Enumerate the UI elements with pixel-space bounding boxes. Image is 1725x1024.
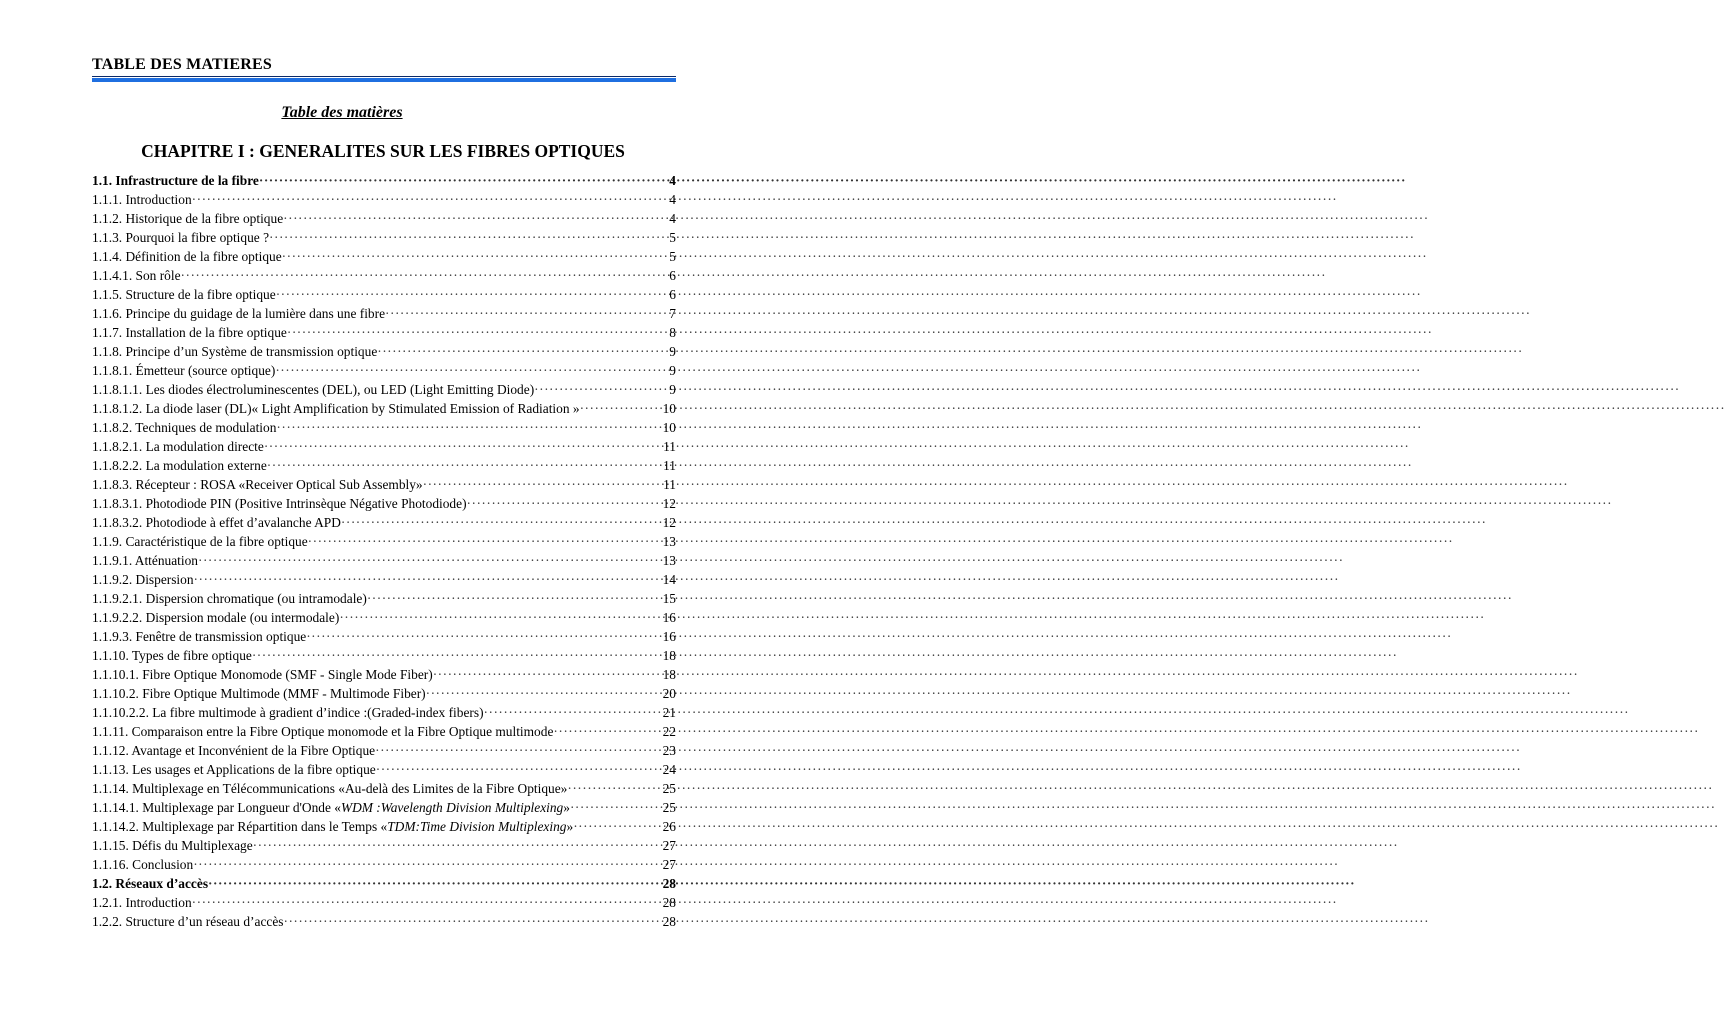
- toc-entry-label: [92, 627, 306, 646]
- toc-entry-label-text: 1.1.10.1. Fibre Optique Monomode (SMF - Single Mode Fiber): [92, 667, 433, 682]
- toc-entry-page-number: 27: [662, 838, 676, 853]
- toc-entry[interactable]: [92, 399, 676, 418]
- toc-entry-label: [92, 779, 567, 798]
- header-accent-bar: [92, 78, 676, 82]
- toc-entry[interactable]: [92, 855, 676, 874]
- toc-entry-label-text: 1.1.9.2.1. Dispersion chromatique (ou intramodale): [92, 591, 367, 606]
- toc-entry-page-number: 11: [663, 477, 676, 492]
- toc-entry-label-text: 1.1.14.2. Multiplexage par Répartition dans le Temps «: [92, 819, 388, 834]
- toc-entry-page-number: 28: [662, 914, 676, 929]
- toc-entry[interactable]: [92, 722, 676, 741]
- toc-entry[interactable]: [92, 437, 676, 456]
- toc-entry[interactable]: [92, 323, 676, 342]
- toc-dot-leader: [426, 684, 662, 703]
- toc-entry-page-number: 5: [669, 249, 676, 264]
- toc-entry-label: [92, 418, 276, 437]
- toc-dot-leader: [376, 760, 662, 779]
- toc-entry-label: [92, 171, 259, 190]
- toc-entry-label-text: 1.1.10.2.2. La fibre multimode à gradient d’indice :(Graded-index fibers): [92, 705, 484, 720]
- toc-entry-label: [92, 475, 423, 494]
- toc-entry-label: [92, 247, 282, 266]
- toc-entry-label-text: 1.1.8.2.1. La modulation directe: [92, 439, 264, 454]
- toc-entry-page-number: 5: [669, 230, 676, 245]
- toc-entry-page-number: 13: [662, 553, 676, 568]
- toc-entry-label-text: 1.1.8.3.1. Photodiode PIN (Positive Intrinsèque Négative Photodiode): [92, 496, 467, 511]
- toc-dot-leader: [283, 912, 661, 931]
- toc-entry-label: [92, 893, 192, 912]
- toc-entry-label-text: 1.1.4. Définition de la fibre optique: [92, 249, 282, 264]
- toc-entry-label: [92, 722, 553, 741]
- toc-entry-label: [92, 703, 484, 722]
- toc-entry-label: [92, 399, 580, 418]
- toc-entry-label: [92, 817, 573, 836]
- toc-entry-label: [92, 646, 252, 665]
- toc-entry-label-text: 1.1.3. Pourquoi la fibre optique ?: [92, 230, 270, 245]
- toc-entry-label: [92, 912, 283, 931]
- toc-entry-label-text: 1.1.10.2. Fibre Optique Multimode (MMF - Multimode Fiber): [92, 686, 426, 701]
- toc-dot-leader: [375, 741, 662, 760]
- toc-entry-page-number: 7: [669, 306, 676, 321]
- toc-entry-label-text: 1.1.11. Comparaison entre la Fibre Optique monomode et la Fibre Optique multimode: [92, 724, 554, 739]
- toc-dot-leader: [253, 836, 662, 855]
- toc-entry-label-text: 1.1.1. Introduction: [92, 192, 192, 207]
- toc-entry[interactable]: [92, 589, 676, 608]
- toc-entry[interactable]: [92, 760, 676, 779]
- toc-dot-leader: [269, 228, 668, 247]
- toc-dot-leader: [276, 418, 661, 437]
- toc-entry[interactable]: [92, 703, 676, 722]
- toc-entry-label-text: 1.2. Réseaux d’accès: [92, 876, 209, 891]
- toc-entry-page-number: 28: [662, 895, 676, 910]
- toc-heading-wrapper: [0, 104, 768, 122]
- toc-entry-label-text: 1.1.4.1. Son rôle: [92, 268, 181, 283]
- toc-dot-leader: [580, 399, 662, 418]
- toc-dot-leader: [534, 380, 668, 399]
- toc-entry-label: [92, 532, 308, 551]
- toc-entry[interactable]: [92, 209, 676, 228]
- toc-entry-label: [92, 228, 269, 247]
- toc-entry-label-text: 1.1.10. Types de fibre optique: [92, 648, 252, 663]
- toc-entry[interactable]: [92, 418, 676, 437]
- toc-entry-label-text: 1.1.8.1. Émetteur (source optique): [92, 363, 276, 378]
- toc-entry[interactable]: [92, 304, 676, 323]
- toc-dot-leader: [194, 570, 662, 589]
- toc-entry-label: [92, 836, 253, 855]
- toc-entry[interactable]: [92, 608, 676, 627]
- toc-entry[interactable]: [92, 456, 676, 475]
- toc-entry-label-text: 1.1.15. Défis du Multiplexage: [92, 838, 253, 853]
- toc-entry-label-italic: WDM :Wavelength Division Multiplexing: [340, 800, 564, 815]
- toc-dot-leader: [192, 893, 662, 912]
- toc-entry[interactable]: [92, 266, 676, 285]
- toc-entry-label: [92, 684, 426, 703]
- toc-entry-label-text: 1.1.8.2.2. La modulation externe: [92, 458, 267, 473]
- toc-entry-label: [92, 266, 181, 285]
- toc-entry-label: [92, 798, 570, 817]
- toc-entry-label-text: 1.1.6. Principe du guidage de la lumière dans une fibre: [92, 306, 386, 321]
- toc-dot-leader: [252, 646, 662, 665]
- toc-entry-label: [92, 551, 198, 570]
- toc-entry-label-suffix: »: [563, 800, 570, 815]
- toc-entry[interactable]: [92, 798, 676, 817]
- toc-entry[interactable]: [92, 912, 676, 931]
- toc-entry-page-number: 22: [662, 724, 676, 739]
- toc-entry-page-number: 15: [662, 591, 676, 606]
- toc-dot-leader: [208, 874, 662, 893]
- toc-entry[interactable]: [92, 228, 676, 247]
- toc-entry-page-number: 18: [662, 667, 676, 682]
- toc-entry-page-number: 8: [669, 325, 676, 340]
- toc-entry[interactable]: [92, 342, 676, 361]
- toc-dot-leader: [467, 494, 662, 513]
- toc-entry-label-text: 1.1.12. Avantage et Inconvénient de la Fibre Optique: [92, 743, 376, 758]
- toc-entry-label: [92, 760, 376, 779]
- toc-entry-page-number: 16: [662, 629, 676, 644]
- toc-entry[interactable]: [92, 532, 676, 551]
- toc-entry-page-number: 11: [663, 458, 676, 473]
- toc-entry-page-number: 16: [662, 610, 676, 625]
- toc-dot-leader: [193, 855, 661, 874]
- toc-dot-leader: [198, 551, 662, 570]
- toc-entry[interactable]: [92, 190, 676, 209]
- toc-entry-page-number: 6: [669, 268, 676, 283]
- toc-entry-label: [92, 665, 433, 684]
- toc-dot-leader: [573, 817, 661, 836]
- toc-entry[interactable]: [92, 893, 676, 912]
- toc-entry[interactable]: [92, 285, 676, 304]
- toc-dot-leader: [287, 323, 668, 342]
- toc-entry-label-text: 1.1.16. Conclusion: [92, 857, 194, 872]
- toc-entry-page-number: 23: [662, 743, 676, 758]
- toc-entry-page-number: 20: [662, 686, 676, 701]
- toc-entry-label: [92, 570, 194, 589]
- toc-entry[interactable]: [92, 627, 676, 646]
- toc-dot-leader: [423, 475, 662, 494]
- toc-dot-leader: [181, 266, 669, 285]
- toc-entry[interactable]: [92, 741, 676, 760]
- toc-entry-label-text: 1.1.8.2. Techniques de modulation: [92, 420, 277, 435]
- toc-entry-label: [92, 589, 367, 608]
- toc-entry[interactable]: [92, 513, 676, 532]
- toc-entry-label-suffix: »: [566, 819, 574, 834]
- toc-entry[interactable]: [92, 551, 676, 570]
- toc-entry-page-number: 27: [662, 857, 676, 872]
- toc-entry[interactable]: [92, 380, 676, 399]
- toc-entry-label: [92, 304, 385, 323]
- toc-dot-leader: [282, 247, 669, 266]
- table-of-contents: [92, 171, 676, 931]
- toc-entry[interactable]: [92, 874, 676, 893]
- toc-entry[interactable]: [92, 684, 676, 703]
- toc-dot-leader: [192, 190, 669, 209]
- toc-entry-label: [92, 513, 341, 532]
- toc-entry[interactable]: [92, 494, 676, 513]
- toc-entry-page-number: 4: [669, 211, 676, 226]
- toc-dot-leader: [341, 513, 662, 532]
- toc-entry-label-text: 1.2.2. Structure d’un réseau d’accès: [92, 914, 284, 929]
- toc-entry-label-text: 1.1.9.2.2. Dispersion modale (ou intermodale): [92, 610, 340, 625]
- toc-entry-label-text: 1.1.8.1.1. Les diodes électroluminescentes (DEL), ou LED (Light Emitting Diode): [92, 382, 535, 397]
- toc-dot-leader: [484, 703, 662, 722]
- toc-entry-label: [92, 285, 276, 304]
- toc-entry-label: [92, 855, 193, 874]
- toc-entry-page-number: 4: [669, 192, 676, 207]
- toc-entry-label: [92, 456, 267, 475]
- toc-entry[interactable]: [92, 646, 676, 665]
- toc-entry[interactable]: [92, 836, 676, 855]
- toc-entry-label-text: 1.1.8.1.2. La diode laser (DL)« Light Amplification by Stimulated Emission of Radiation »: [92, 401, 580, 416]
- toc-entry-label: [92, 494, 467, 513]
- toc-entry-label-text: 1.1.9.1. Atténuation: [92, 553, 198, 568]
- toc-entry-page-number: 26: [662, 819, 676, 834]
- toc-entry-page-number: 14: [662, 572, 676, 587]
- toc-entry[interactable]: [92, 171, 676, 190]
- toc-entry-label-text: 1.1.7. Installation de la fibre optique: [92, 325, 287, 340]
- toc-entry-label: [92, 209, 283, 228]
- toc-dot-leader: [385, 304, 668, 323]
- toc-dot-leader: [433, 665, 662, 684]
- toc-entry-label-text: 1.2.1. Introduction: [92, 895, 192, 910]
- toc-entry-label-text: 1.1.9.3. Fenêtre de transmission optique: [92, 629, 307, 644]
- toc-dot-leader: [264, 437, 662, 456]
- toc-entry-page-number: 28: [662, 876, 676, 891]
- toc-entry-page-number: 9: [669, 363, 676, 378]
- toc-entry[interactable]: [92, 779, 676, 798]
- toc-dot-leader: [377, 342, 668, 361]
- toc-entry-page-number: 4: [669, 173, 676, 188]
- toc-entry-page-number: 24: [662, 762, 676, 777]
- toc-entry[interactable]: [92, 475, 676, 494]
- toc-dot-leader: [275, 361, 668, 380]
- toc-entry-label-text: 1.1.8. Principe d’un Système de transmission optique: [92, 344, 378, 359]
- toc-dot-leader: [283, 209, 668, 228]
- toc-entry-page-number: 12: [662, 496, 676, 511]
- toc-entry-label: [92, 380, 534, 399]
- toc-entry-label-text: 1.1.14.1. Multiplexage par Longueur d'Onde «: [92, 800, 341, 815]
- toc-entry[interactable]: [92, 817, 676, 836]
- toc-entry-label: [92, 323, 287, 342]
- toc-dot-leader: [567, 779, 661, 798]
- toc-dot-leader: [570, 798, 662, 817]
- header-divider-line: [92, 76, 676, 77]
- toc-dot-leader: [267, 456, 662, 475]
- toc-dot-leader: [259, 171, 668, 190]
- toc-entry-page-number: 21: [662, 705, 676, 720]
- toc-entry-page-number: 11: [663, 439, 676, 454]
- toc-entry-label: [92, 342, 377, 361]
- toc-entry-page-number: 13: [662, 534, 676, 549]
- chapter-title: CHAPITRE I : GENERALITES SUR LES FIBRES OPTIQUES: [141, 141, 625, 161]
- toc-entry-label-text: 1.1. Infrastructure de la fibre: [92, 173, 259, 188]
- toc-entry-page-number: 9: [669, 382, 676, 397]
- toc-entry-page-number: 10: [662, 401, 676, 416]
- toc-dot-leader: [367, 589, 662, 608]
- toc-entry[interactable]: [92, 361, 676, 380]
- toc-entry[interactable]: [92, 247, 676, 266]
- toc-entry-label-text: 1.1.2. Historique de la fibre optique: [92, 211, 284, 226]
- toc-entry-page-number: 10: [662, 420, 676, 435]
- toc-entry[interactable]: [92, 570, 676, 589]
- toc-dot-leader: [308, 532, 662, 551]
- toc-entry-label: [92, 361, 275, 380]
- toc-entry-page-number: 18: [662, 648, 676, 663]
- toc-entry-label: [92, 190, 192, 209]
- toc-entry-page-number: 12: [662, 515, 676, 530]
- toc-entry-label: [92, 874, 208, 893]
- toc-entry-label: [92, 741, 375, 760]
- toc-entry-label-text: 1.1.13. Les usages et Applications de la fibre optique: [92, 762, 376, 777]
- toc-entry-label-text: 1.1.5. Structure de la fibre optique: [92, 287, 276, 302]
- page-header-title: TABLE DES MATIERES: [92, 56, 272, 73]
- toc-entry-label-italic: TDM:Time Division Multiplexing: [387, 819, 567, 834]
- toc-entry-label-text: 1.1.8.3. Récepteur : ROSA «Receiver Optical Sub Assembly»: [92, 477, 423, 492]
- toc-entry-label: [92, 608, 339, 627]
- toc-entry-page-number: 25: [662, 781, 676, 796]
- toc-entry-label-text: 1.1.8.3.2. Photodiode à effet d’avalanche APD: [92, 515, 341, 530]
- toc-entry-page-number: 9: [669, 344, 676, 359]
- toc-entry-label: [92, 437, 264, 456]
- toc-entry-label-text: 1.1.9. Caractéristique de la fibre optique: [92, 534, 308, 549]
- toc-dot-leader: [553, 722, 661, 741]
- toc-dot-leader: [306, 627, 661, 646]
- toc-entry[interactable]: [92, 665, 676, 684]
- chapter-title-wrapper: [0, 141, 768, 162]
- toc-entry-label-text: 1.1.14. Multiplexage en Télécommunications «Au-delà des Limites de la Fibre Optique»: [92, 781, 568, 796]
- toc-heading: Table des matières: [281, 104, 403, 121]
- toc-entry-label-text: 1.1.9.2. Dispersion: [92, 572, 194, 587]
- toc-dot-leader: [339, 608, 661, 627]
- toc-dot-leader: [276, 285, 669, 304]
- toc-entry-page-number: 25: [662, 800, 676, 815]
- toc-entry-page-number: 6: [669, 287, 676, 302]
